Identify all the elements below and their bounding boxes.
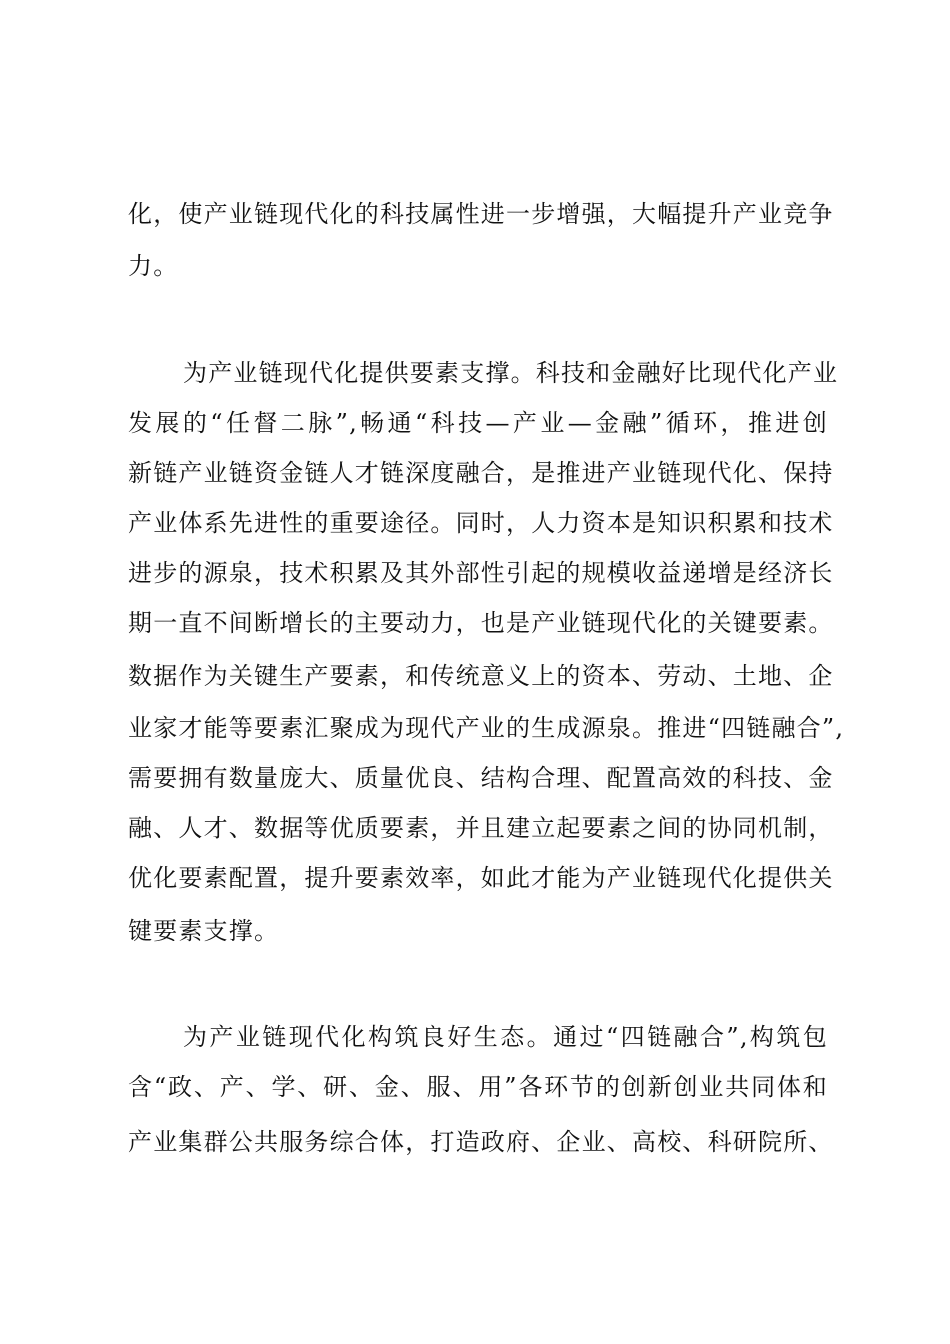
paragraph-2-line-9: 需要拥有数量庞大、质量优良、结构合理、配置高效的科技、金 bbox=[128, 764, 834, 792]
paragraph-2-line-6: 期一直不间断增长的主要动力，也是产业链现代化的关键要素。 bbox=[128, 609, 834, 637]
paragraph-2-line-2: 发展的“任督二脉”,畅通“科技—产业—金融”循环，推进创 bbox=[128, 409, 828, 437]
paragraph-3-line-3: 产业集群公共服务综合体，打造政府、企业、高校、科研院所、 bbox=[128, 1128, 834, 1156]
paragraph-3-line-1: 为产业链现代化构筑良好生态。通过“四链融合”,构筑包 bbox=[183, 1023, 828, 1051]
paragraph-3-line-2: 含“政、产、学、研、金、服、用”各环节的创新创业共同体和 bbox=[128, 1073, 828, 1101]
paragraph-1-line-2: 力。 bbox=[128, 252, 179, 280]
paragraph-2-line-12: 键要素支撑。 bbox=[128, 917, 280, 945]
paragraph-2-line-7: 数据作为关键生产要素，和传统意义上的资本、劳动、土地、企 bbox=[128, 662, 834, 690]
paragraph-2-line-11: 优化要素配置，提升要素效率，如此才能为产业链现代化提供关 bbox=[128, 864, 834, 892]
paragraph-2-line-4: 产业体系先进性的重要途径。同时，人力资本是知识积累和技术 bbox=[128, 509, 834, 537]
paragraph-2-line-10: 融、人才、数据等优质要素，并且建立起要素之间的协同机制， bbox=[128, 814, 834, 842]
paragraph-1-line-1: 化，使产业链现代化的科技属性进一步增强，大幅提升产业竞争 bbox=[128, 200, 834, 228]
paragraph-2-line-8: 业家才能等要素汇聚成为现代产业的生成源泉。推进“四链融合”, bbox=[128, 714, 845, 742]
paragraph-2-line-1: 为产业链现代化提供要素支撑。科技和金融好比现代化产业 bbox=[183, 359, 839, 387]
paragraph-2-line-3: 新链产业链资金链人才链深度融合，是推进产业链现代化、保持 bbox=[128, 459, 834, 487]
paragraph-2-line-5: 进步的源泉，技术积累及其外部性引起的规模收益递增是经济长 bbox=[128, 559, 834, 587]
